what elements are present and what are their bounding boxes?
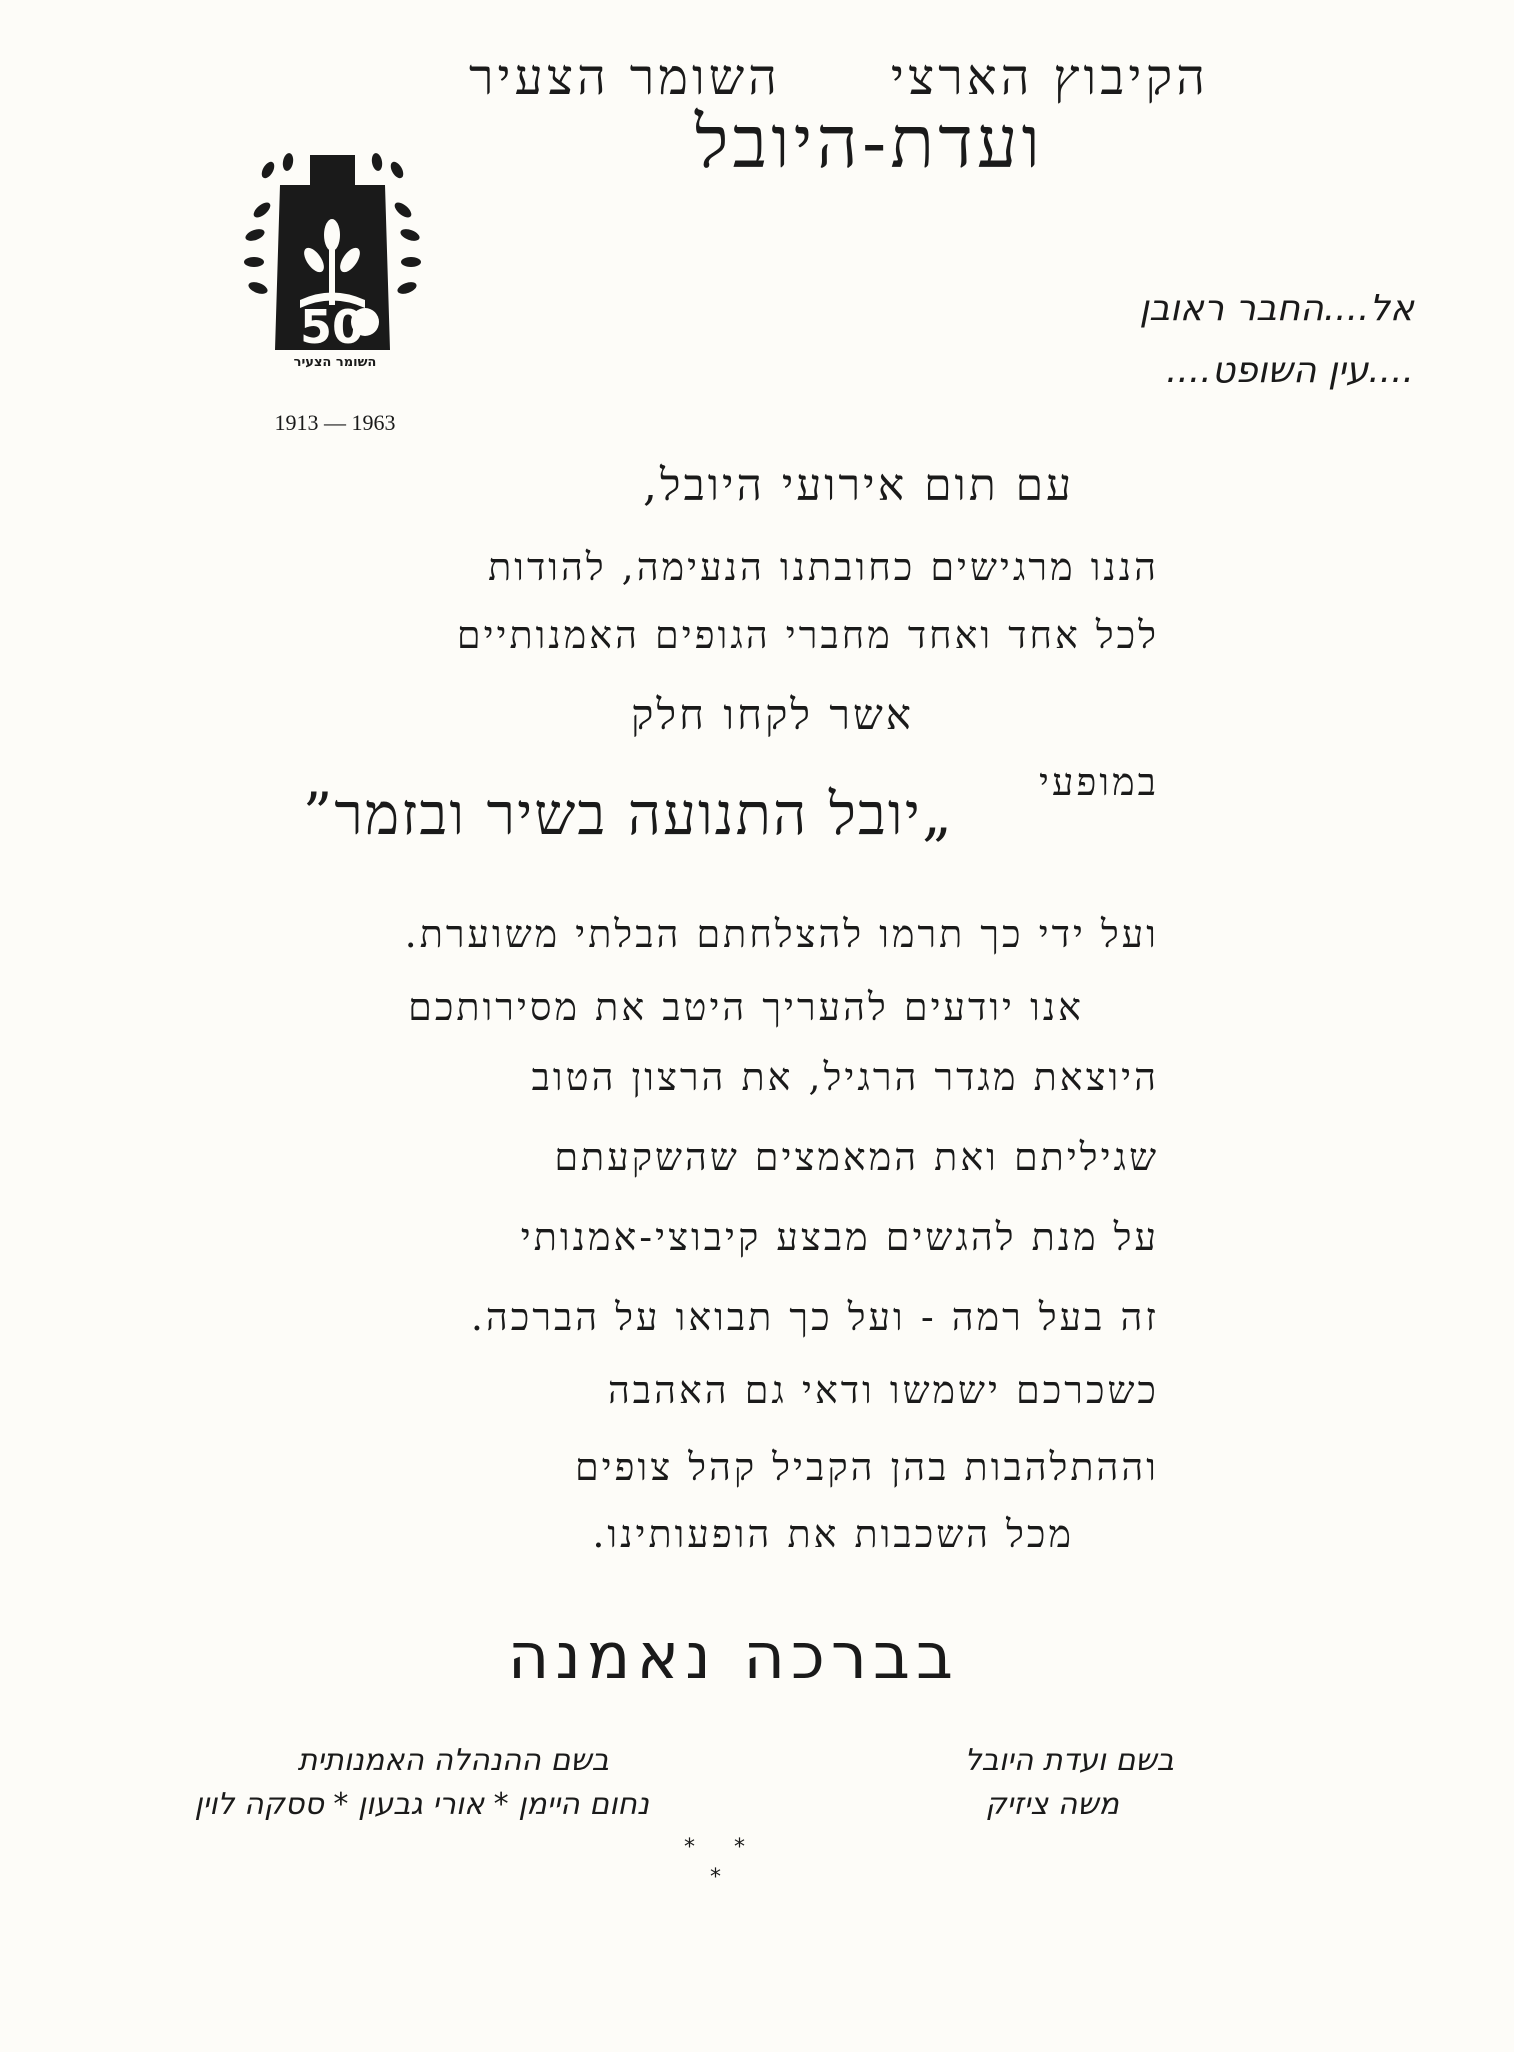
body-line: מכל השכבות את הופעותינו. — [592, 1512, 1074, 1556]
star-icon: * — [734, 1835, 745, 1860]
committee-signature-label: בשם ועדת היובל — [964, 1743, 1174, 1778]
org-kibbutz-artzi: הקיבוץ הארצי — [890, 48, 1209, 106]
ornament-stars — [680, 1835, 760, 1895]
body-line: היוצאת מגדר הרגיל, את הרצון הטוב — [531, 1055, 1159, 1099]
org-hashomer-hatzair: השומר הצעיר — [468, 48, 781, 106]
body-line: אשר לקחו חלק — [631, 690, 914, 739]
body-line: לכל אחד ואחד מחברי הגופים האמנותיים — [456, 613, 1159, 657]
body-line: על מנת להגשים מבצע קיבוצי-אמנותי — [520, 1215, 1159, 1259]
committee-signature-name: משה ציזיק — [985, 1787, 1119, 1822]
show-title: „יובל התנועה בשיר ובזמר” — [302, 780, 954, 848]
logo-number: 50 — [300, 300, 365, 354]
body-line: ועל ידי כך תרמו להצלחתם הבלתי משוערת. — [404, 912, 1159, 956]
star-icon: * — [710, 1865, 721, 1890]
body-line: וההתלהבות בהן הקביל קהל צופים — [574, 1445, 1159, 1489]
committee-title: ועדת-היובל — [694, 100, 1044, 184]
body-line: אנו יודעים להעריך היטב את מסירותכם — [408, 985, 1084, 1029]
logo-caption: השומר הצעיר — [293, 355, 377, 370]
logo-years: 1913 — 1963 — [274, 410, 396, 435]
body-line: שגיליתם ואת המאמצים שהשקעתם — [554, 1135, 1159, 1179]
art-direction-signature-label: בשם ההנהלה האמנותית — [297, 1743, 609, 1778]
closing-greeting: בברכה נאמנה — [507, 1620, 959, 1694]
recipient-place: ....עין השופט.... — [1165, 350, 1414, 391]
body-line: הננו מרגישים כחובתנו הנעימה, להודות — [488, 545, 1159, 589]
recipient-name: אל....החבר ראובן — [1139, 288, 1414, 329]
letter-intro: עם תום אירועי היובל, — [643, 460, 1074, 511]
star-icon: * — [684, 1835, 695, 1860]
art-direction-signature-names: נחום היימן * אורי גבעון * ססקה לוין — [194, 1787, 649, 1822]
body-line: כשכרכם ישמשו ודאי גם האהבה — [607, 1368, 1159, 1412]
body-line: במופעי — [1039, 760, 1159, 804]
organization-header — [309, 48, 1209, 106]
body-line: זה בעל רמה - ועל כך תבואו על הברכה. — [470, 1295, 1159, 1339]
